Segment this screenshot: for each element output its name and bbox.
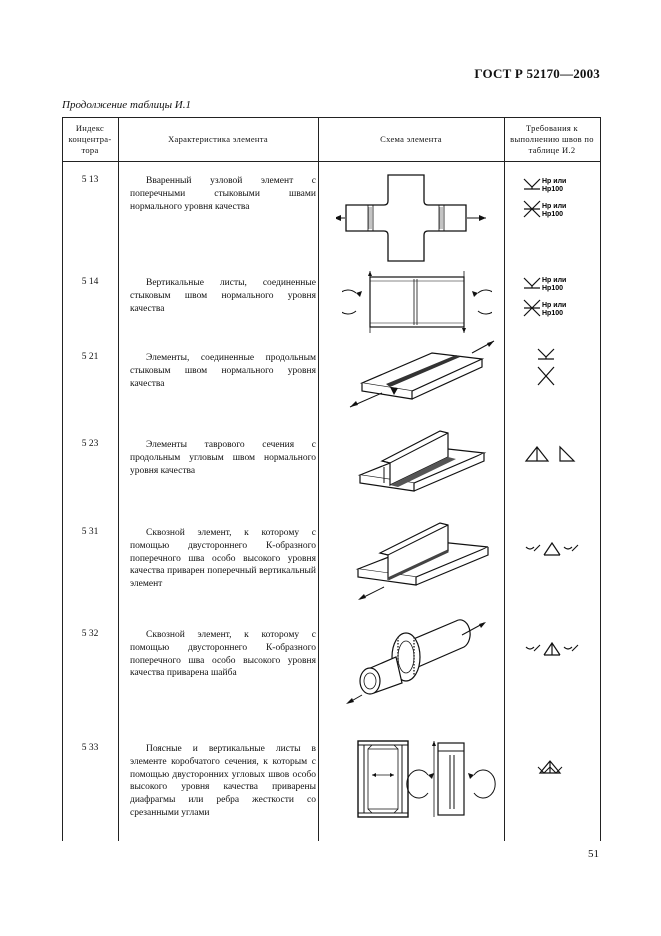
transverse-k-weld-scheme: [344, 517, 504, 605]
row-description: Вваренный узловой элемент с поперечными стыковыми швами нормального уровня качества: [130, 176, 316, 212]
box-section-diaphragm-scheme: [354, 737, 504, 821]
tee-section-fillet-weld-scheme: [344, 427, 504, 507]
page-number: 51: [588, 848, 599, 860]
column-divider-3: [504, 117, 505, 841]
table-header-border: [62, 161, 601, 162]
row-description: Элементы, соединенные продольным стыковым швом нормального уровня качества: [130, 353, 316, 389]
vertical-plates-scheme: [342, 267, 492, 337]
row-index: 5 21: [81, 352, 99, 362]
row-index: 5 23: [81, 439, 99, 449]
column-header-characteristic: Характеристика элемента: [168, 133, 268, 144]
req-label: Нр100: [542, 211, 564, 218]
standard-header: ГОСТ Р 52170—2003: [474, 66, 600, 81]
row-description: Элементы таврового сечения с продольным угловым швом нормального уровня качества: [130, 440, 316, 476]
row-index: 5 32: [81, 629, 99, 639]
weld-requirement-symbols: [520, 173, 600, 225]
column-header-scheme: Схема элемента: [380, 133, 442, 144]
table-continuation-caption: Продолжение таблицы И.1: [62, 99, 191, 111]
req-label: Нр100: [542, 310, 564, 317]
weld-requirement-symbols: [520, 272, 600, 324]
column-divider-2: [318, 117, 319, 841]
row-description: Поясные и вертикальные листы в элементе коробчатого сечения, к которым с помощью двусторонних угловых швов особо высокого уровня качества приварены диафрагмы или ребра жесткости со срезанными углами: [130, 744, 316, 818]
concentrator-table: [62, 117, 601, 841]
cross-joint-scheme: [336, 173, 496, 263]
row-description: Сквозной элемент, к которому с помощью двустороннего К-образного поперечного шва особо высокого уровня качества приварена шайба: [130, 630, 316, 679]
req-label: Нр или: [542, 178, 567, 185]
weld-requirement-symbols: [522, 441, 582, 467]
washer-k-weld-scheme: [344, 609, 504, 709]
req-label: Нр или: [542, 277, 567, 284]
weld-requirement-symbols: [522, 637, 592, 661]
weld-requirement-symbols: [522, 537, 592, 561]
row-index: 5 31: [81, 527, 99, 537]
req-label: Нр100: [542, 186, 564, 193]
longitudinal-butt-weld-scheme: [342, 335, 502, 413]
req-label: Нр100: [542, 285, 564, 292]
req-label: Нр или: [542, 203, 567, 210]
row-index: 5 33: [81, 743, 99, 753]
column-divider-1: [118, 117, 119, 841]
row-description: Вертикальные листы, соединенные стыковым швом нормального уровня качества: [130, 278, 316, 314]
row-index: 5 13: [81, 175, 99, 185]
column-header-index: Индекс концентра-тора: [68, 122, 112, 155]
row-description: Сквозной элемент, к которому с помощью двустороннего К-образного поперечного шва особо высокого уровня качества приварен поперечный вертикальный элемент: [130, 528, 316, 590]
column-header-requirements: Требования к выполнению швов по таблице И.2: [510, 122, 594, 155]
row-index: 5 14: [81, 277, 99, 287]
table-right-border: [600, 117, 601, 841]
req-label: Нр или: [542, 302, 567, 309]
weld-requirement-symbols: [536, 757, 576, 779]
table-left-border: [62, 117, 63, 841]
weld-requirement-symbols: [532, 345, 572, 389]
